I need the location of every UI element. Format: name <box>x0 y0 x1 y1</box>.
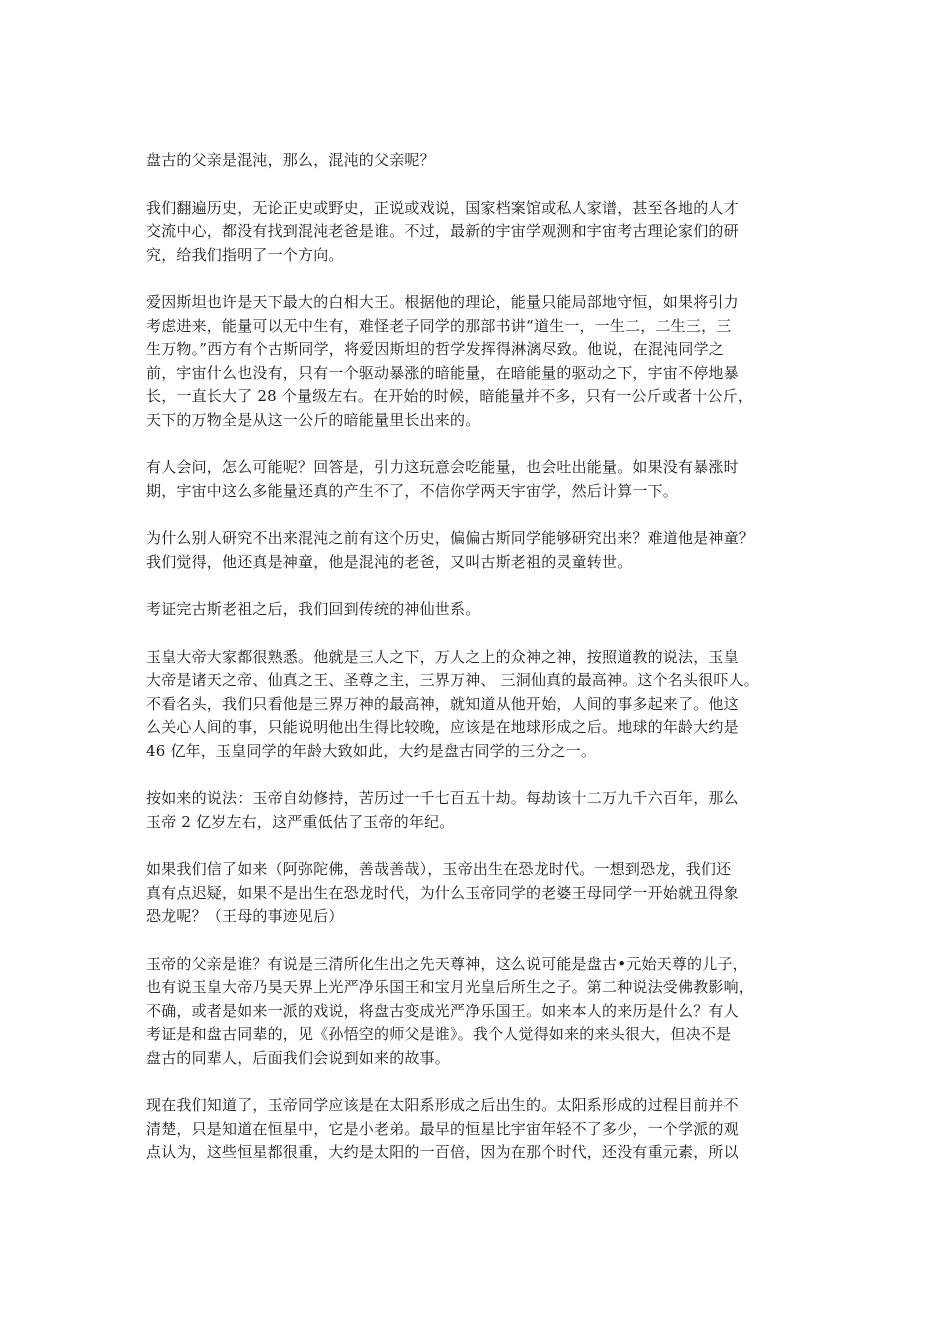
text-line: 盘古的同辈人，后面我们会说到如来的故事。 <box>146 1048 451 1067</box>
text-line: 大帝是诸天之帝、仙真之王、圣尊之主，三界万神、 三洞仙真的最高神。这个名头很吓人。 <box>146 671 759 689</box>
text-line: 现在我们知道了，玉帝同学应该是在太阳系形成之后出生的。太阳系形成的过程目前并不 <box>146 1096 739 1114</box>
text-line: 考虑进来，能量可以无中生有，难怪老子同学的那部书讲“道生一，一生二，二生三，三 <box>146 316 732 335</box>
text-line: 也有说玉皇大帝乃昊天界上光严净乐国王和宝月光皇后所生之子。第二种说法受佛教影响， <box>146 978 755 996</box>
text-line: 玉皇大帝大家都很熟悉。他就是三人之下，万人之上的众神之神，按照道教的说法，玉皇 <box>146 647 739 666</box>
text-line: 46 亿年，玉皇同学的年龄大致如此，大约是盘古同学的三分之一。 <box>146 741 597 760</box>
paragraph <box>146 291 826 432</box>
text-line: 如果我们信了如来（阿弥陀佛，善哉善哉），玉帝出生在恐龙时代。一想到恐龙，我们还 <box>146 860 732 878</box>
paragraph <box>146 787 826 834</box>
text-line: 不看名头，我们只看他是三界万神的最高神，就知道从他开始，人间的事多起来了。他这 <box>146 694 739 713</box>
paragraph <box>146 456 826 503</box>
document-page <box>146 149 826 1189</box>
paragraph <box>146 646 826 764</box>
text-line: 恐龙呢？（王母的事迹见后） <box>146 907 344 925</box>
text-line: 点认为，这些恒星都很重，大约是太阳的一百倍，因为在那个时代，还没有重元素，所以 <box>146 1143 739 1161</box>
text-line: 盘古的父亲是混沌，那么，混沌的父亲呢？ <box>146 151 435 169</box>
paragraph <box>146 527 826 574</box>
text-line: 交流中心，都没有找到混沌老爸是谁。不过，最新的宇宙学观测和宇宙考古理论家们的研 <box>146 222 739 240</box>
text-line: 考证是和盘古同辈的，见《孙悟空的师父是谁》。我个人觉得如来的来头很大，但决不是 <box>146 1025 732 1043</box>
text-line: 考证完古斯老祖之后，我们回到传统的神仙世系。 <box>146 600 481 618</box>
text-line: 么关心人间的事，只能说明他出生得比较晚，应该是在地球形成之后。地球的年龄大约是 <box>146 718 739 736</box>
text-line: 不确，或者是如来一派的戏说，将盘古变成光严净乐国王。如来本人的来历是什么？有人 <box>146 1001 739 1020</box>
paragraph <box>146 858 826 929</box>
paragraph <box>146 598 826 622</box>
text-line: 清楚，只是知道在恒星中，它是小老弟。最早的恒星比宇宙年轻不了多少，一个学派的观 <box>146 1119 739 1138</box>
text-line: 真有点迟疑，如果不是出生在恐龙时代，为什么玉帝同学的老婆王母同学一开始就丑得象 <box>146 883 739 902</box>
paragraph <box>146 149 826 173</box>
text-line: 我们觉得，他还真是神童，他是混沌的老爸，又叫古斯老祖的灵童转世。 <box>146 552 633 571</box>
paragraph <box>146 953 826 1071</box>
text-line: 生万物。”西方有个古斯同学，将爱因斯坦的哲学发挥得淋漓尽致。他说，在混沌同学之 <box>146 340 724 358</box>
text-line: 玉帝 2 亿岁左右，这严重低估了玉帝的年纪。 <box>146 812 455 831</box>
paragraph <box>146 197 826 268</box>
text-line: 为什么别人研究不出来混沌之前有这个历史，偏偏古斯同学能够研究出来？难道他是神童？ <box>146 529 755 547</box>
text-line: 我们翻遍历史，无论正史或野史，正说或戏说，国家档案馆或私人家谱，甚至各地的人才 <box>146 198 739 217</box>
text-line: 有人会问，怎么可能呢？回答是，引力这玩意会吃能量，也会吐出能量。如果没有暴涨时 <box>146 458 739 476</box>
text-line: 究，给我们指明了一个方向。 <box>146 245 344 264</box>
text-line: 期，宇宙中这么多能量还真的产生不了，不信你学两天宇宙学，然后计算一下。 <box>146 481 679 500</box>
paragraph <box>146 1094 826 1165</box>
text-line: 按如来的说法：玉帝自幼修持，苦历过一千七百五十劫。每劫该十二万九千六百年，那么 <box>146 789 739 807</box>
text-line: 玉帝的父亲是谁？有说是三清所化生出之先天尊神，这么说可能是盘古•元始天尊的儿子， <box>146 954 748 973</box>
text-line: 爱因斯坦也许是天下最大的白相大王。根据他的理论，能量只能局部地守恒，如果将引力 <box>146 293 739 311</box>
text-line: 天下的万物全是从这一公斤的暗能量里长出来的。 <box>146 410 481 429</box>
text-line: 前，宇宙什么也没有，只有一个驱动暴涨的暗能量，在暗能量的驱动之下，宇宙不停地暴 <box>146 363 739 382</box>
text-line: 长，一直长大了 28 个量级左右。在开始的时候，暗能量并不多，只有一公斤或者十公斤， <box>146 387 754 405</box>
